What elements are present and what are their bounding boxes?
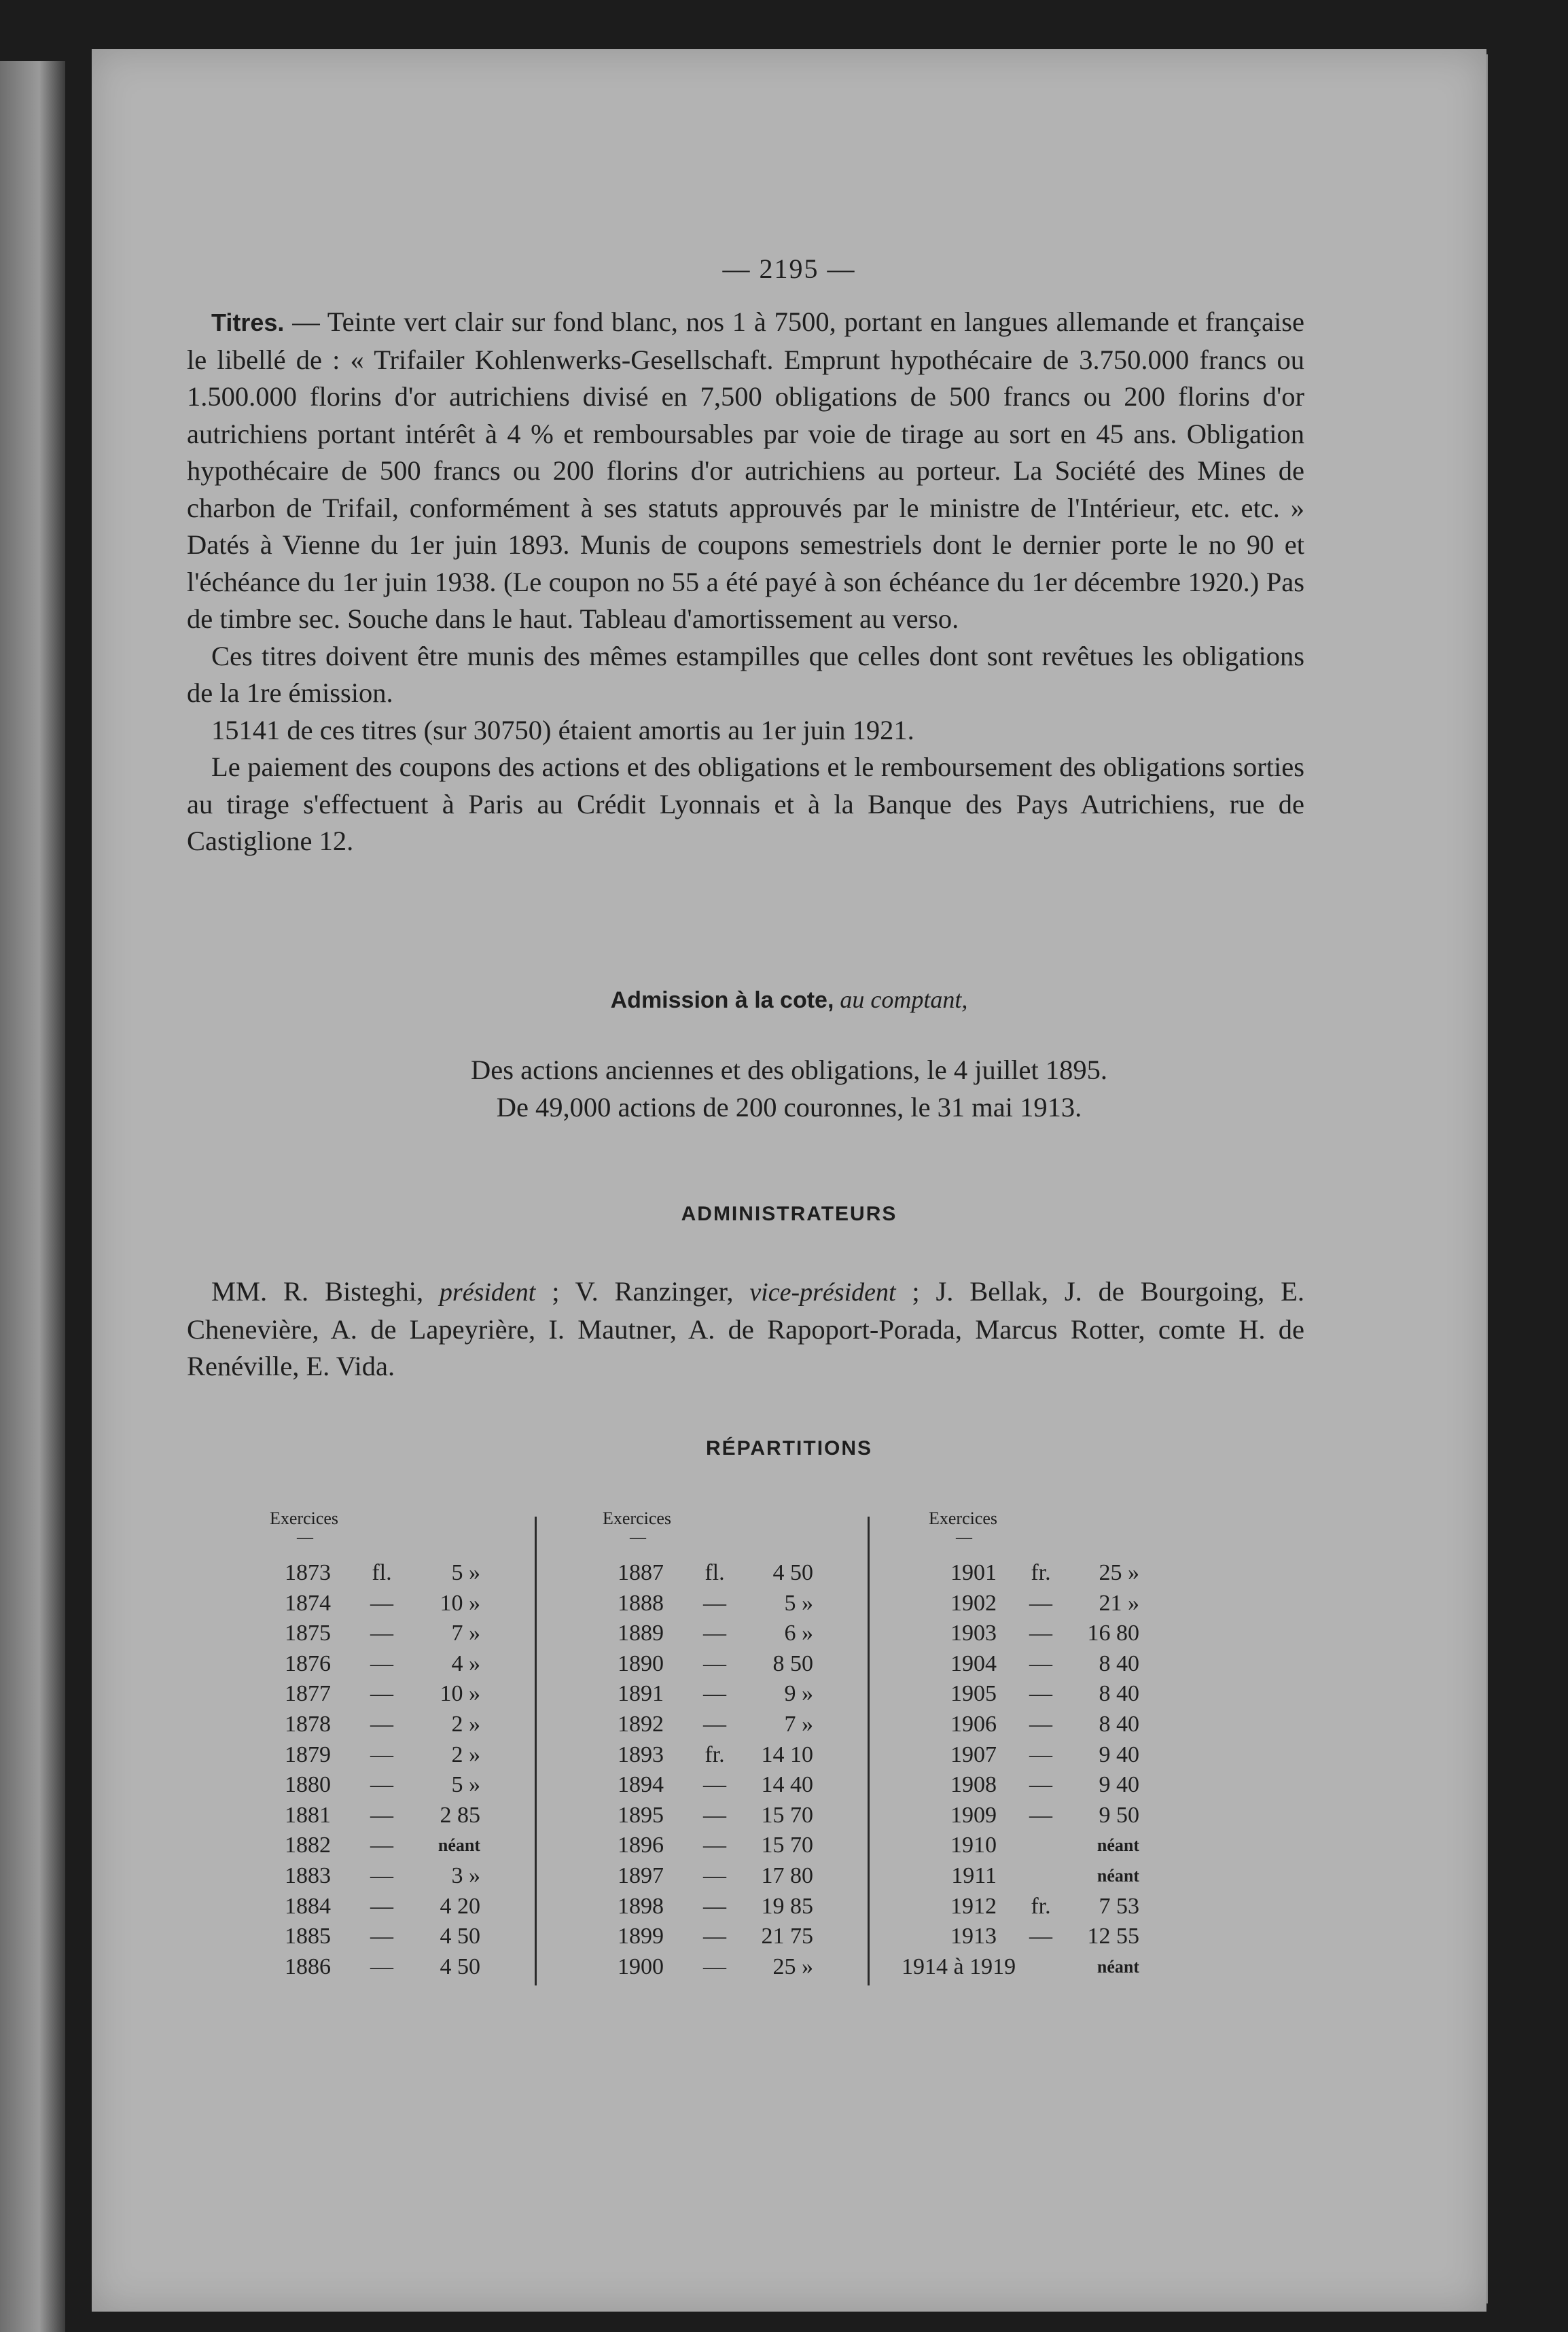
amount-cell: 8 40 (1099, 1650, 1139, 1676)
currency-cell: — (370, 1862, 393, 1888)
page-number: — 2195 — (722, 253, 856, 284)
amount-cell: 7 » (784, 1711, 813, 1737)
amount-cell: 17 80 (761, 1862, 813, 1888)
currency-cell: — (1029, 1742, 1052, 1767)
table-row (929, 1649, 1160, 1680)
titres-label: Titres. (211, 308, 285, 336)
table-row (929, 1922, 1160, 1952)
currency-cell: — (370, 1954, 393, 1979)
amount-cell: 10 » (440, 1590, 480, 1616)
currency-cell: — (370, 1833, 393, 1858)
year-cell: 1893 (618, 1742, 664, 1767)
amount-cell: 2 85 (440, 1802, 480, 1828)
currency-cell: — (1029, 1590, 1052, 1616)
column-header: Exercices (603, 1508, 672, 1528)
year-cell: 1912 (950, 1893, 997, 1919)
table-row (929, 1892, 1160, 1922)
currency-cell: — (703, 1954, 726, 1979)
currency-cell: — (703, 1711, 726, 1737)
currency-cell: — (370, 1590, 393, 1616)
paragraph-estampilles: Ces titres doivent être munis des mêmes estampilles que celles dont sont revêtues les obligations de la 1re émission. (187, 640, 1304, 708)
admission-line-1: Des actions anciennes et des obligations, le 4 juillet 1895. (471, 1055, 1107, 1085)
year-cell: 1909 (950, 1802, 997, 1828)
amount-cell: néant (438, 1835, 480, 1856)
admin-role-vice-president: vice-président (749, 1278, 896, 1307)
year-cell: 1908 (950, 1772, 997, 1798)
amount-cell: 4 50 (772, 1560, 813, 1585)
amount-cell: 4 » (451, 1650, 480, 1676)
amount-cell: 8 50 (772, 1650, 813, 1676)
amount-cell: néant (1097, 1865, 1139, 1886)
year-cell: 1881 (285, 1802, 331, 1828)
year-cell: 1898 (618, 1893, 664, 1919)
amount-cell: 14 40 (761, 1772, 813, 1798)
year-cell: 1880 (285, 1772, 331, 1798)
table-row (929, 1619, 1160, 1649)
admission-heading-italic: au comptant, (840, 986, 968, 1013)
currency-cell: — (370, 1621, 393, 1646)
column-header: Exercices (929, 1508, 998, 1528)
table-row (270, 1861, 494, 1892)
amount-cell: 6 » (784, 1621, 813, 1646)
admission-line-2: De 49,000 actions de 200 couronnes, le 31 mai 1913. (496, 1092, 1082, 1123)
amount-cell: 5 » (451, 1772, 480, 1798)
administrateurs-heading: ADMINISTRATEURS (681, 1203, 897, 1225)
currency-cell: — (370, 1924, 393, 1949)
document-page (92, 49, 1486, 2312)
year-cell: 1882 (285, 1833, 331, 1858)
column-header-dash: — (956, 1529, 972, 1547)
column-header-dash: — (297, 1529, 313, 1547)
amount-cell: 7 53 (1099, 1893, 1139, 1919)
amount-cell: 25 » (772, 1954, 813, 1979)
year-cell: 1903 (950, 1621, 997, 1646)
paragraph-titres (187, 304, 1304, 638)
table-row (603, 1710, 827, 1740)
table-row (603, 1952, 827, 1983)
year-cell: 1878 (285, 1711, 331, 1737)
year-cell: 1911 (951, 1862, 997, 1888)
currency-cell: fr. (1031, 1560, 1051, 1585)
year-cell: 1901 (950, 1560, 997, 1585)
table-row (270, 1922, 494, 1952)
admin-role-president: président (439, 1278, 536, 1307)
year-cell: 1875 (285, 1621, 331, 1646)
table-row (929, 1589, 1160, 1619)
currency-cell: fr. (1031, 1893, 1051, 1919)
year-cell: 1883 (285, 1862, 331, 1888)
currency-cell: — (370, 1802, 393, 1828)
table-row (929, 1801, 1160, 1831)
table-row (270, 1619, 494, 1649)
table-divider-2 (868, 1517, 870, 1985)
table-row (929, 1831, 1160, 1861)
amount-cell: 15 70 (761, 1833, 813, 1858)
table-row (929, 1770, 1160, 1801)
year-cell: 1904 (950, 1650, 997, 1676)
table-row (270, 1952, 494, 1983)
currency-cell: — (1029, 1802, 1052, 1828)
table-row (270, 1770, 494, 1801)
amount-cell: 9 » (784, 1681, 813, 1707)
table-row (603, 1922, 827, 1952)
year-cell: 1876 (285, 1650, 331, 1676)
year-cell: 1906 (950, 1711, 997, 1737)
amount-cell: 19 85 (761, 1893, 813, 1919)
table-row (929, 1861, 1160, 1892)
amount-cell: 8 40 (1099, 1711, 1139, 1737)
year-cell: 1890 (618, 1650, 664, 1676)
currency-cell: — (703, 1924, 726, 1949)
amount-cell: 9 40 (1099, 1742, 1139, 1767)
amount-cell: 7 » (451, 1621, 480, 1646)
year-cell: 1897 (618, 1862, 664, 1888)
currency-cell: — (370, 1893, 393, 1919)
admission-lines (92, 1051, 1486, 1126)
currency-cell: — (703, 1621, 726, 1646)
currency-cell: — (703, 1833, 726, 1858)
currency-cell: — (370, 1772, 393, 1798)
year-cell: 1899 (618, 1924, 664, 1949)
table-row (603, 1619, 827, 1649)
currency-cell: fl. (705, 1560, 725, 1585)
amount-cell: 8 40 (1099, 1681, 1139, 1707)
table-row (603, 1649, 827, 1680)
currency-cell: — (703, 1681, 726, 1707)
year-cell: 1884 (285, 1893, 331, 1919)
year-cell: 1891 (618, 1681, 664, 1707)
table-row (603, 1831, 827, 1861)
year-cell: 1879 (285, 1742, 331, 1767)
titres-section (187, 304, 1304, 860)
table-row (603, 1589, 827, 1619)
currency-cell: — (703, 1862, 726, 1888)
table-row (603, 1558, 827, 1589)
column-header-dash: — (630, 1529, 646, 1547)
year-cell: 1889 (618, 1621, 664, 1646)
currency-cell: — (1029, 1711, 1052, 1737)
amount-cell: 4 20 (440, 1893, 480, 1919)
currency-cell: — (1029, 1924, 1052, 1949)
amount-cell: 10 » (440, 1681, 480, 1707)
currency-cell: — (1029, 1772, 1052, 1798)
amount-cell: 9 40 (1099, 1772, 1139, 1798)
column-header: Exercices (270, 1508, 339, 1528)
currency-cell: — (703, 1590, 726, 1616)
year-cell: 1892 (618, 1711, 664, 1737)
table-row (270, 1649, 494, 1680)
currency-cell: — (1029, 1621, 1052, 1646)
repartitions-column-1 (270, 1506, 494, 1982)
year-cell: 1886 (285, 1954, 331, 1979)
table-row (270, 1831, 494, 1861)
year-cell: 1902 (950, 1590, 997, 1616)
year-cell: 1877 (285, 1681, 331, 1707)
table-row (603, 1861, 827, 1892)
table-row (929, 1679, 1160, 1710)
year-cell: 1910 (950, 1833, 997, 1858)
currency-cell: — (370, 1711, 393, 1737)
amount-cell: 14 10 (761, 1742, 813, 1767)
currency-cell: — (1029, 1681, 1052, 1707)
year-cell: 1874 (285, 1590, 331, 1616)
year-cell: 1900 (618, 1954, 664, 1979)
table-divider-1 (535, 1517, 537, 1985)
year-cell: 1896 (618, 1833, 664, 1858)
table-row (902, 1952, 1160, 1983)
table-row (929, 1710, 1160, 1740)
table-row (603, 1740, 827, 1771)
year-cell: 1888 (618, 1590, 664, 1616)
currency-cell: — (703, 1650, 726, 1676)
table-row (603, 1770, 827, 1801)
table-row (603, 1679, 827, 1710)
amount-cell: 3 » (451, 1862, 480, 1888)
currency-cell: — (703, 1802, 726, 1828)
paragraph-paiement: Le paiement des coupons des actions et des obligations et le remboursement des obligations sorties au tirage s'effectuent à Paris au Crédit Lyonnais et à la Banque des Pays Autrichiens, rue de Castiglione 12. (187, 752, 1304, 856)
currency-cell: — (370, 1650, 393, 1676)
table-row (270, 1679, 494, 1710)
repartitions-heading: RÉPARTITIONS (705, 1437, 873, 1460)
repartitions-column-3 (902, 1506, 1160, 1982)
facing-page-edge (0, 61, 65, 2332)
amount-cell: 12 55 (1087, 1924, 1139, 1949)
admin-text-3: ; J. Bellak, J. de Bourgoing, E. Chenevière, A. de Lapeyrière, I. Mautner, A. de Rapoport-Porada, Marcus Rotter, comte H. de Renéville, E. Vida. (187, 1276, 1304, 1381)
repartitions-column-2 (603, 1506, 827, 1982)
table-row (270, 1589, 494, 1619)
table-row (270, 1801, 494, 1831)
admission-heading-bold: Admission à la cote, (610, 987, 834, 1013)
table-row (270, 1710, 494, 1740)
amount-cell: néant (1097, 1956, 1139, 1977)
paragraph-amortis: 15141 de ces titres (sur 30750) étaient amortis au 1er juin 1921. (211, 714, 914, 745)
administrateurs-list (187, 1273, 1304, 1385)
amount-cell: 21 » (1099, 1590, 1139, 1616)
year-cell: 1873 (285, 1560, 331, 1585)
table-row (603, 1892, 827, 1922)
year-cell: 1913 (950, 1924, 997, 1949)
currency-cell: — (370, 1742, 393, 1767)
amount-cell: 5 » (784, 1590, 813, 1616)
currency-cell: — (703, 1772, 726, 1798)
amount-cell: 16 80 (1087, 1621, 1139, 1646)
currency-cell: fr. (705, 1742, 725, 1767)
year-cell: 1914 à 1919 (902, 1954, 1016, 1979)
year-cell: 1894 (618, 1772, 664, 1798)
amount-cell: 21 75 (761, 1924, 813, 1949)
amount-cell: 5 » (451, 1560, 480, 1585)
year-cell: 1905 (950, 1681, 997, 1707)
amount-cell: 9 50 (1099, 1802, 1139, 1828)
amount-cell: 25 » (1099, 1560, 1139, 1585)
currency-cell: — (1029, 1650, 1052, 1676)
year-cell: 1885 (285, 1924, 331, 1949)
currency-cell: — (703, 1893, 726, 1919)
year-cell: 1907 (950, 1742, 997, 1767)
admission-heading (92, 985, 1486, 1014)
admin-text-1: MM. R. Bisteghi, (211, 1276, 440, 1307)
amount-cell: 2 » (451, 1742, 480, 1767)
currency-cell: — (370, 1681, 393, 1707)
currency-cell: fl. (372, 1560, 392, 1585)
table-row (270, 1558, 494, 1589)
amount-cell: 4 50 (440, 1924, 480, 1949)
table-row (929, 1740, 1160, 1771)
amount-cell: néant (1097, 1835, 1139, 1856)
year-cell: 1887 (618, 1560, 664, 1585)
table-row (270, 1740, 494, 1771)
year-cell: 1895 (618, 1802, 664, 1828)
amount-cell: 15 70 (761, 1802, 813, 1828)
amount-cell: 4 50 (440, 1954, 480, 1979)
admin-text-2: ; V. Ranzinger, (535, 1276, 750, 1307)
amount-cell: 2 » (451, 1711, 480, 1737)
table-row (929, 1558, 1160, 1589)
table-row (270, 1892, 494, 1922)
titres-text: — Teinte vert clair sur fond blanc, nos 1 à 7500, portant en langues allemande et française le libellé de : « Trifailer Kohlenwerks-Gesellschaft. Emprunt hypothécaire de 3.750.000 francs ou 1.500.000 florins d'or autrichiens divisé en 7,500 obligations de 500 francs ou 200 florins d'or autrichiens portant intérêt à 4 % et remboursables par voie de tirage au sort en 45 ans. Obligation hypothécaire de 500 francs ou 200 florins d'or autrichiens au porteur. La Société des Mines de charbon de Trifail, conformément à ses statuts approuvés par le ministre de l'Intérieur, etc. etc. » Datés à Vienne du 1er juin 1893. Munis de coupons semestriels dont le dernier porte le no 90 et l'échéance du 1er juin 1938. (Le coupon no 55 a été payé à son échéance du 1er décembre 1920.) Pas de timbre sec. Souche dans le haut. Tableau d'amortissement au verso. (187, 306, 1304, 634)
table-row (603, 1801, 827, 1831)
